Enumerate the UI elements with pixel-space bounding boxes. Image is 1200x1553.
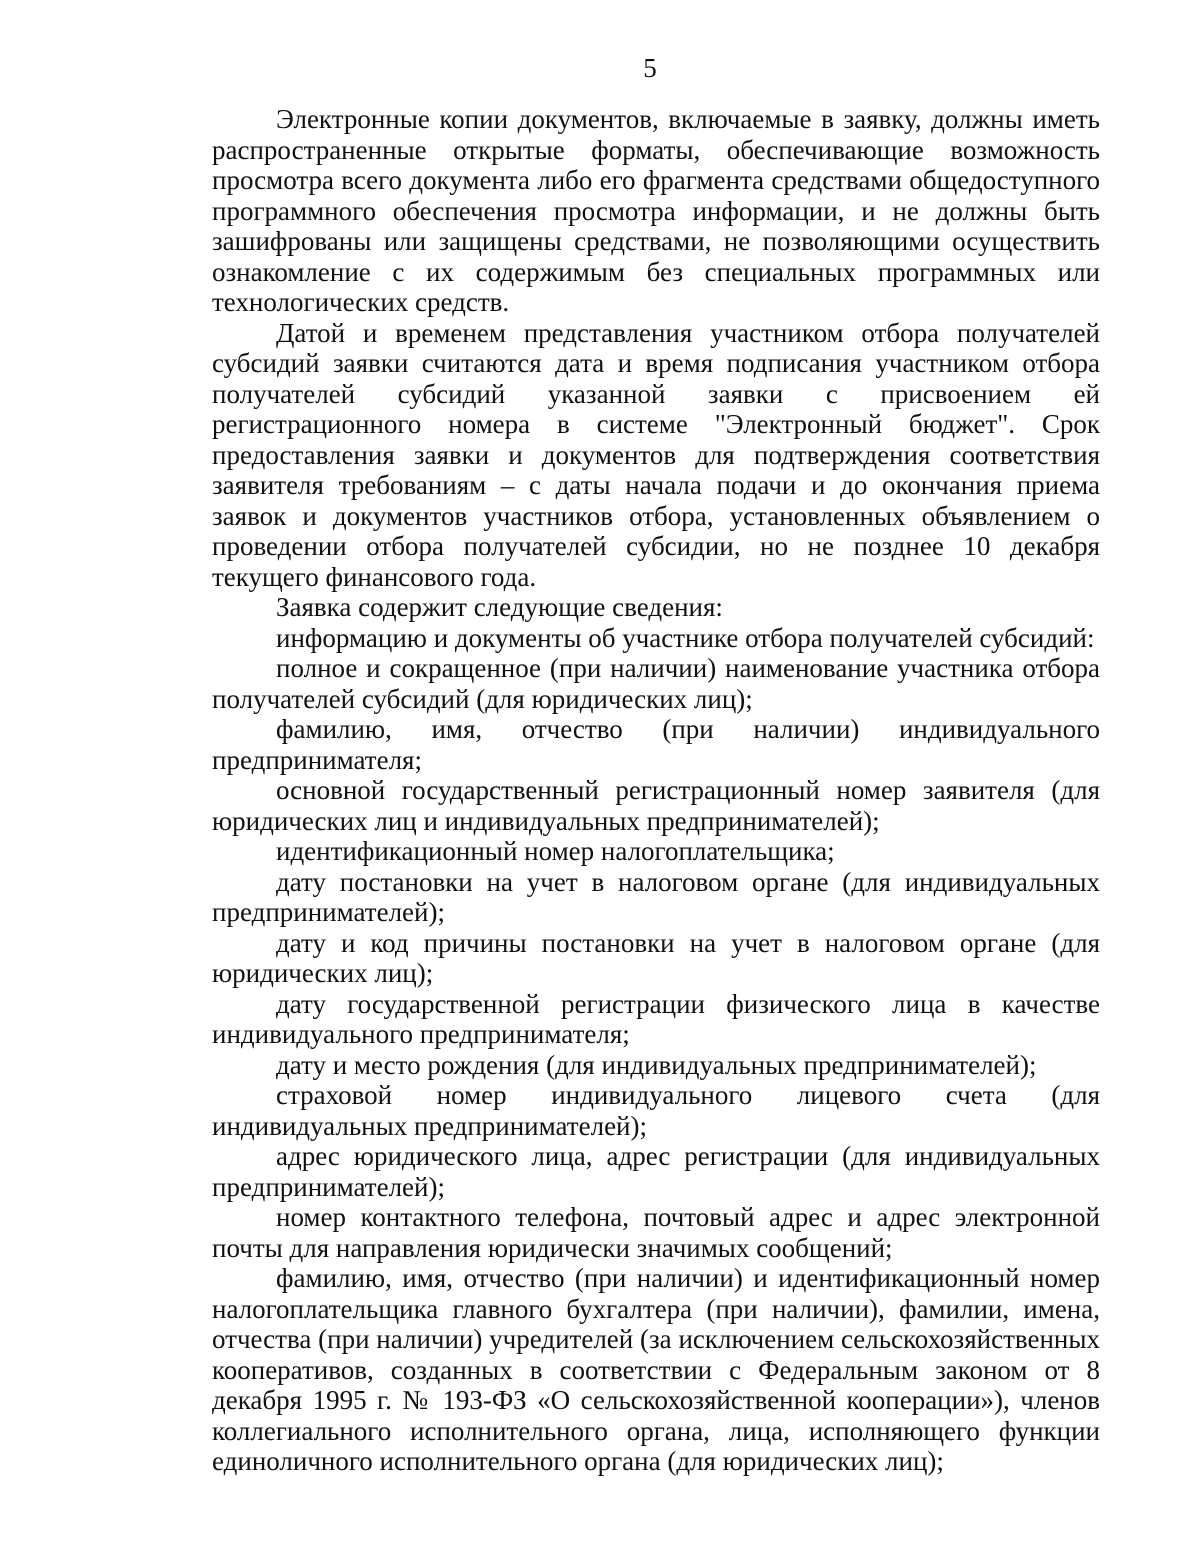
list-item-inn: идентификационный номер налогоплательщика; bbox=[276, 836, 835, 866]
list-item-ogrn: основной государственный регистрационный номер заявителя (для юридических лиц и индивидуальных предпринимателей); bbox=[212, 775, 1100, 836]
list-item-tax-registration-date: дату постановки на учет в налоговом органе (для индивидуальных предпринимателей); bbox=[212, 866, 1100, 927]
list-item-officials: фамилию, имя, отчество (при наличии) и идентификационный номер налогоплательщика главного бухгалтера (при наличии), фамилии, имена, отчества (при наличии) учредителей (за исключением сельскохозяйственных кооперативов, созданных в соответствии с Федеральным законом от 8 декабря 1995 г. № 193-ФЗ «О сельскохозяйственной кооперации»), членов коллегиального исполнительного органа, лица, исполняющего функции единоличного исполнительного органа (для юридических лиц); bbox=[212, 1263, 1100, 1476]
paragraph-electronic-copies: Электронные копии документов, включаемые в заявку, должны иметь распространенные открытые форматы, обеспечивающие возможность просмотра всего документа либо его фрагмента средствами общедоступного программного обеспечения просмотра информации, и не должны быть зашифрованы или защищены средствами, не позволяющими осуществить ознакомление с их содержимым без специальных программных или технологических средств. bbox=[212, 104, 1100, 317]
paragraph-participant-info: информацию и документы об участнике отбора получателей субсидий: bbox=[276, 622, 1095, 653]
list-item-contacts: номер контактного телефона, почтовый адрес и адрес электронной почты для направления юридически значимых сообщений; bbox=[212, 1202, 1100, 1263]
paragraph-application-contents: Заявка содержит следующие сведения: bbox=[276, 592, 723, 622]
list-item-address: адрес юридического лица, адрес регистрации (для индивидуальных предпринимателей); bbox=[212, 1141, 1100, 1202]
list-item-full-name: полное и сокращенное (при наличии) наименование участника отбора получателей субсидий (для юридических лиц); bbox=[212, 653, 1100, 714]
list-item-state-registration-date: дату государственной регистрации физического лица в качестве индивидуального предпринимателя; bbox=[212, 988, 1100, 1049]
list-item-snils: страховой номер индивидуального лицевого счета (для индивидуальных предпринимателей); bbox=[212, 1080, 1100, 1141]
list-item-kpp: дату и код причины постановки на учет в налоговом органе (для юридических лиц); bbox=[212, 927, 1100, 988]
paragraph-submission-date: Датой и временем представления участником отбора получателей субсидий заявки считаются дата и время подписания участником отбора получателей субсидий указанной заявки с присвоением ей регистрационного номера в системе "Электронный бюджет". Срок предоставления заявки и документов для подтверждения соответствия заявителя требованиям – с даты начала подачи и до окончания приема заявок и документов участников отбора, установленных объявлением о проведении отбора получателей субсидии, но не позднее 10 декабря текущего финансового года. bbox=[212, 317, 1100, 592]
page-number: 5 bbox=[643, 53, 657, 83]
list-item-birth-date-place: дату и место рождения (для индивидуальных предпринимателей); bbox=[276, 1049, 1037, 1080]
document-body bbox=[212, 104, 1100, 1477]
list-item-entrepreneur-name: фамилию, имя, отчество (при наличии) индивидуального предпринимателя; bbox=[212, 714, 1100, 775]
